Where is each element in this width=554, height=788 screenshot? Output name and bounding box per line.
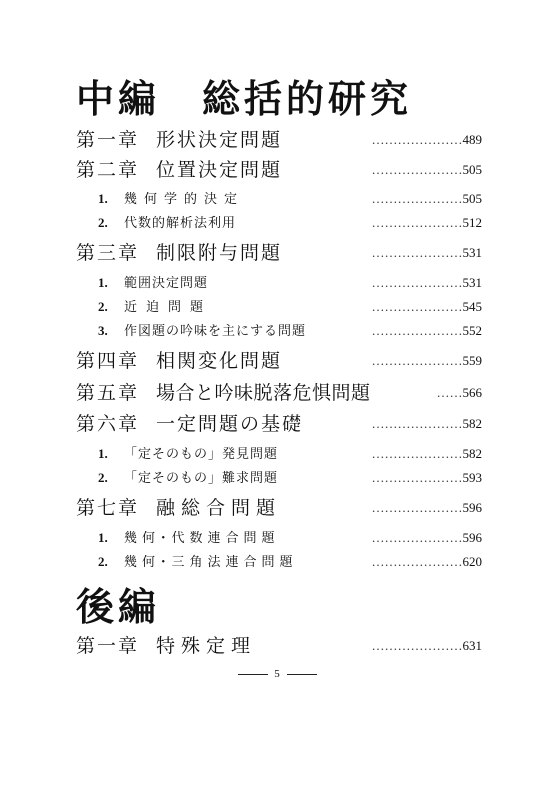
toc-entry-label bbox=[76, 126, 282, 154]
page-ref bbox=[372, 632, 483, 660]
toc-entry-label bbox=[76, 156, 282, 184]
page-number: 596 bbox=[462, 500, 482, 515]
chapter-number: 第六章 bbox=[76, 413, 140, 435]
page-number: 505 bbox=[462, 162, 482, 177]
chapter-number: 第三章 bbox=[76, 242, 140, 264]
section-title: 「定そのもの」難求問題 bbox=[124, 471, 279, 486]
page-number: 552 bbox=[462, 323, 482, 338]
page-ref bbox=[372, 126, 483, 154]
section-title: 作図題の吟味を主にする問題 bbox=[124, 324, 307, 339]
toc-entry-label bbox=[76, 347, 282, 375]
leader-dots: ………………… bbox=[371, 162, 463, 177]
toc-section-2-2[interactable] bbox=[0, 209, 554, 237]
chapter-title: 融総合問題 bbox=[156, 497, 282, 519]
page-number: 582 bbox=[462, 446, 482, 461]
toc-chapter-5[interactable] bbox=[0, 379, 554, 407]
chapter-title: 相関変化問題 bbox=[156, 350, 283, 372]
section-number: 1. bbox=[98, 191, 108, 206]
toc-chapter-6[interactable] bbox=[0, 410, 554, 438]
page-ref bbox=[372, 317, 483, 345]
section-number: 2. bbox=[98, 470, 108, 485]
chapter-number: 第一章 bbox=[76, 635, 140, 657]
page-number: 505 bbox=[462, 191, 482, 206]
toc-entry-label bbox=[98, 317, 306, 346]
section-title: 範囲決定問題 bbox=[124, 276, 209, 291]
section-title: 「定そのもの」発見問題 bbox=[124, 447, 279, 462]
toc-entry-label bbox=[76, 410, 303, 438]
leader-dots: ………………… bbox=[371, 323, 463, 338]
page-number: 531 bbox=[462, 245, 482, 260]
toc-entry-label bbox=[98, 464, 278, 493]
leader-dots: ………………… bbox=[371, 470, 463, 485]
folio-number: 5 bbox=[274, 668, 280, 680]
folio-rule-left bbox=[238, 674, 268, 675]
page-ref bbox=[437, 379, 483, 407]
chapter-number: 第四章 bbox=[76, 350, 140, 372]
section-number: 3. bbox=[98, 323, 108, 338]
section-number: 2. bbox=[98, 299, 108, 314]
chapter-title: 場合と吟味脱落危惧問題 bbox=[156, 382, 371, 404]
toc-chapter-1[interactable] bbox=[0, 126, 554, 154]
page-ref bbox=[372, 464, 483, 492]
leader-dots: ………………… bbox=[371, 275, 463, 290]
chapter-number: 第二章 bbox=[76, 159, 140, 181]
page-number: 545 bbox=[462, 299, 482, 314]
leader-dots: ………………… bbox=[371, 446, 463, 461]
section-title: 幾何･三角法連合問題 bbox=[124, 555, 298, 570]
page-number: 596 bbox=[462, 530, 482, 545]
page-ref bbox=[372, 347, 483, 375]
page-ref bbox=[372, 239, 483, 267]
leader-dots: …… bbox=[436, 385, 463, 400]
chapter-title: 特殊定理 bbox=[156, 635, 257, 657]
section-title: 幾何･代数連合問題 bbox=[124, 531, 280, 546]
toc-section-3-3[interactable] bbox=[0, 317, 554, 345]
chapter-title: 形状決定問題 bbox=[156, 129, 283, 151]
section-number: 1. bbox=[98, 530, 108, 545]
page-ref bbox=[372, 209, 483, 237]
leader-dots: ………………… bbox=[371, 299, 463, 314]
chapter-title: 制限附与問題 bbox=[156, 242, 283, 264]
section-title: 近迫問題 bbox=[124, 300, 213, 315]
toc-latter-chapter-1[interactable] bbox=[0, 632, 554, 660]
toc-chapter-3[interactable] bbox=[0, 239, 554, 267]
part-title-middle: 中編 総括的研究 bbox=[76, 76, 413, 121]
page-ref bbox=[372, 410, 483, 438]
toc-entry-label bbox=[76, 632, 256, 660]
toc-chapter-4[interactable] bbox=[0, 347, 554, 375]
toc-entry-label bbox=[98, 548, 298, 577]
section-number: 2. bbox=[98, 554, 108, 569]
page-ref bbox=[372, 494, 483, 522]
page-number: 631 bbox=[462, 638, 482, 653]
leader-dots: ………………… bbox=[371, 530, 463, 545]
toc-entry-label bbox=[76, 379, 371, 407]
page-ref bbox=[372, 548, 483, 576]
page-number: 566 bbox=[462, 385, 482, 400]
section-title: 代数的解析法利用 bbox=[124, 216, 237, 231]
leader-dots: ………………… bbox=[371, 416, 463, 431]
page-number: 620 bbox=[462, 554, 482, 569]
toc-chapter-2[interactable] bbox=[0, 156, 554, 184]
part-title-latter: 後編 bbox=[76, 584, 161, 629]
chapter-title: 位置決定問題 bbox=[156, 159, 283, 181]
folio-rule-right bbox=[287, 674, 317, 675]
page-number: 582 bbox=[462, 416, 482, 431]
leader-dots: ………………… bbox=[371, 353, 463, 368]
leader-dots: ………………… bbox=[371, 215, 463, 230]
chapter-title: 一定問題の基礎 bbox=[156, 413, 304, 435]
page-number: 559 bbox=[462, 353, 482, 368]
toc-section-7-2[interactable] bbox=[0, 548, 554, 576]
section-number: 1. bbox=[98, 275, 108, 290]
page-ref bbox=[372, 156, 483, 184]
page-number: 531 bbox=[462, 275, 482, 290]
section-number: 2. bbox=[98, 215, 108, 230]
toc-entry-label bbox=[76, 494, 281, 522]
toc-section-6-2[interactable] bbox=[0, 464, 554, 492]
chapter-number: 第七章 bbox=[76, 497, 140, 519]
page-number: 593 bbox=[462, 470, 482, 485]
page-number: 512 bbox=[462, 215, 482, 230]
toc-chapter-7[interactable] bbox=[0, 494, 554, 522]
chapter-number: 第一章 bbox=[76, 129, 140, 151]
leader-dots: ………………… bbox=[371, 245, 463, 260]
leader-dots: ………………… bbox=[371, 500, 463, 515]
leader-dots: ………………… bbox=[371, 132, 463, 147]
chapter-number: 第五章 bbox=[76, 382, 140, 404]
toc-entry-label bbox=[76, 239, 282, 267]
page-folio bbox=[0, 668, 554, 680]
leader-dots: ………………… bbox=[371, 554, 463, 569]
page-number: 489 bbox=[462, 132, 482, 147]
section-title: 幾何学的決定 bbox=[124, 192, 245, 207]
leader-dots: ………………… bbox=[371, 638, 463, 653]
leader-dots: ………………… bbox=[371, 191, 463, 206]
toc-entry-label bbox=[98, 209, 236, 238]
section-number: 1. bbox=[98, 446, 108, 461]
